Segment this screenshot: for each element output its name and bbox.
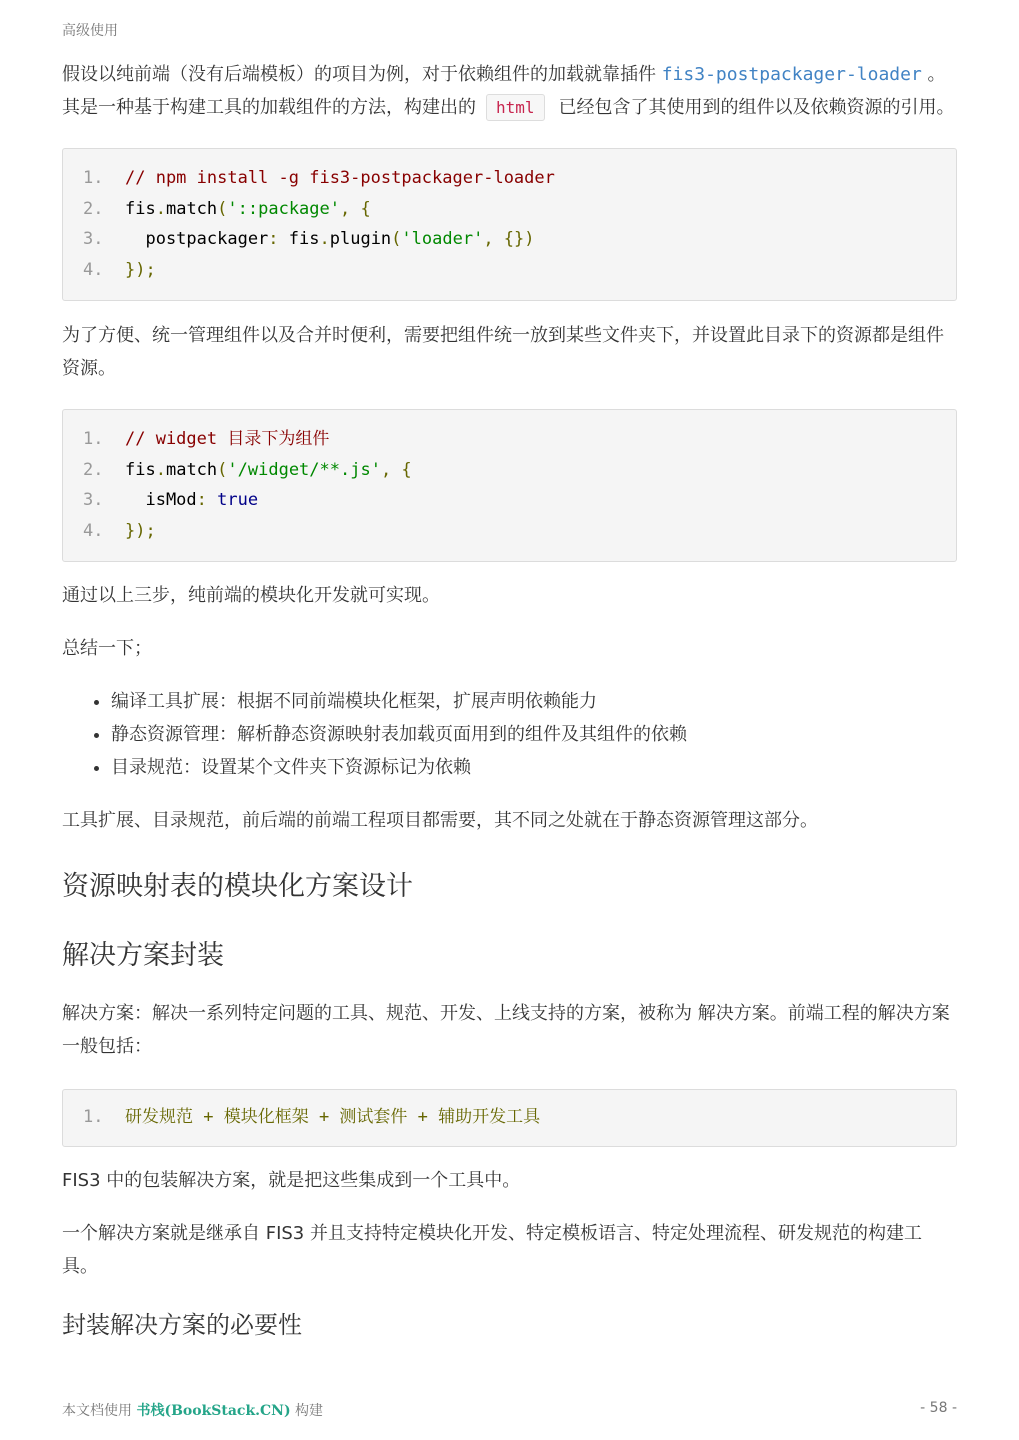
code-token: , { (380, 459, 412, 480)
footer-prefix: 本文档使用 (62, 1403, 137, 1419)
code-comment: // widget 目录下为组件 (125, 428, 330, 449)
code-string: '::package' (227, 198, 340, 219)
intro-text-3: 已经包含了其使用到的组件以及依赖资源的引用。 (558, 97, 955, 118)
code-token: ( (391, 229, 402, 250)
code-block-loader (62, 148, 957, 301)
summary-intro: 总结一下； (62, 637, 152, 659)
bookstack-link[interactable]: 书栈(BookStack.CN) (136, 1403, 291, 1419)
main-content (62, 58, 957, 1343)
code-token: , { (340, 198, 371, 219)
steps-paragraph: 通过以上三步，纯前端的模块化开发就可实现。 (62, 584, 440, 606)
line-number: 1. (83, 1106, 104, 1127)
list-item: • 目录规范：设置某个文件夹下资源标记为依赖 (111, 751, 957, 784)
line-number: 3. (83, 490, 104, 511)
widget-paragraph: 为了方便、统一管理组件以及合并时便利，需要把组件统一放到某些文件夹下，并设置此目录下的资源都是组件资源。 (62, 324, 944, 379)
code-line (83, 516, 936, 547)
line-number: 1. (83, 168, 104, 188)
loader-plugin-link[interactable]: fis3-postpackager-loader (661, 64, 922, 85)
line-number: 4. (83, 260, 104, 281)
code-token: ( (217, 459, 228, 480)
fis3-paragraph: FIS3 中的包装解决方案，就是把这些集成到一个工具中。 (62, 1170, 521, 1192)
line-number: 2. (83, 198, 104, 219)
code-line (83, 255, 936, 286)
running-header: 高级使用 (62, 23, 118, 39)
footer-suffix: 构建 (290, 1403, 324, 1419)
code-line (83, 424, 936, 455)
list-item: • 静态资源管理：解析静态资源映射表加载页面用到的组件及其组件的依赖 (111, 718, 957, 751)
code-text: 研发规范 + 模块化框架 + 测试套件 + 辅助开发工具 (125, 1106, 541, 1127)
definition-paragraph: 一个解决方案就是继承自 FIS3 并且支持特定模块化开发、特定模板语言、特定处理流程、研发规范的构建工具。 (62, 1223, 922, 1278)
intro-text-2: 。其是一种基于构建工具的加载组件的方法，构建出的 (62, 64, 946, 118)
code-token: . (155, 198, 166, 219)
summary-list (62, 685, 957, 784)
code-block-widget (62, 409, 957, 562)
code-token: , {}) (483, 229, 535, 250)
code-keyword: true (217, 490, 259, 511)
list-item: • 编译工具扩展：根据不同前端模块化框架，扩展声明依赖能力 (111, 685, 957, 718)
code-string: 'loader' (401, 229, 484, 250)
code-token: }); (125, 520, 156, 541)
line-number: 3. (83, 229, 104, 250)
section-heading-resource-map: 资源映射表的模块化方案设计 (62, 870, 413, 902)
code-token: ( (217, 198, 228, 219)
line-number: 2. (83, 459, 104, 480)
code-line (83, 224, 936, 255)
intro-paragraph (62, 58, 957, 124)
subsection-heading-necessity: 封装解决方案的必要性 (62, 1311, 302, 1340)
code-token: fis (125, 459, 156, 480)
code-comment: // npm install -g fis3-postpackager-loader (125, 168, 555, 188)
code-line (83, 163, 936, 194)
code-string: '/widget/**.js' (227, 459, 381, 480)
code-token: fis (125, 198, 156, 219)
code-line (83, 194, 936, 225)
line-number: 1. (83, 428, 104, 449)
code-token: match (165, 198, 218, 219)
line-number: 4. (83, 520, 104, 541)
code-token: fis (288, 229, 320, 250)
code-line (83, 455, 936, 486)
section-heading-solution: 解决方案封装 (62, 939, 224, 971)
code-token: plugin (329, 229, 392, 250)
code-line (83, 1102, 936, 1133)
code-token: : (268, 229, 289, 250)
inline-code-html: html (486, 94, 545, 121)
code-token: match (165, 459, 218, 480)
tooling-paragraph: 工具扩展、目录规范，前后端的前端工程项目都需要，其不同之处就在于静态资源管理这部分。 (62, 809, 818, 831)
page-number: - 58 - (920, 1400, 957, 1416)
code-token: . (319, 229, 330, 250)
code-token: }); (125, 260, 156, 281)
code-token: . (155, 459, 166, 480)
page-footer (62, 1400, 957, 1420)
code-token: isMod (125, 490, 197, 511)
code-token: : (196, 490, 218, 511)
code-line (83, 485, 936, 516)
code-token: postpackager (125, 229, 269, 250)
code-block-solution (62, 1089, 957, 1148)
intro-text-1: 假设以纯前端（没有后端模板）的项目为例，对于依赖组件的加载就靠插件 (62, 64, 662, 85)
solution-paragraph: 解决方案：解决一系列特定问题的工具、规范、开发、上线支持的方案，被称为 解决方案。前端工程的解决方案一般包括： (62, 1002, 950, 1057)
